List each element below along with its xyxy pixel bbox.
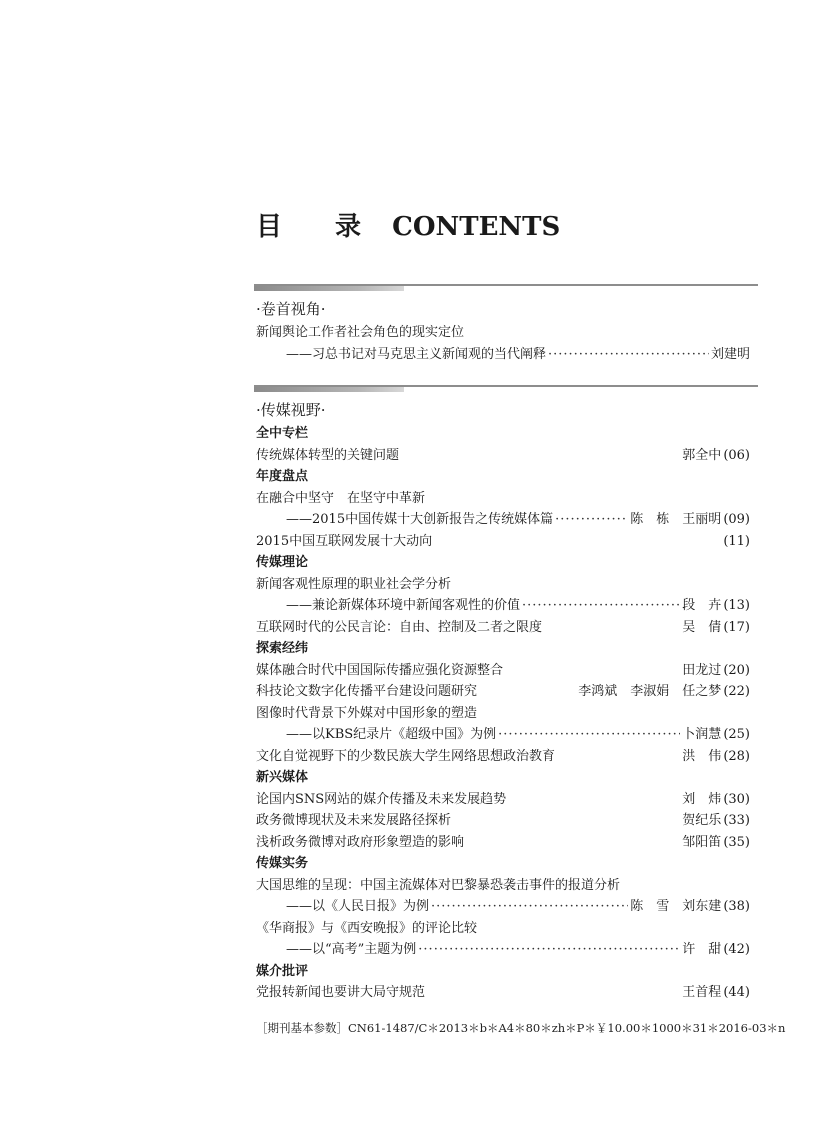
page-number: (22) (723, 684, 750, 699)
leader-dots (418, 939, 680, 961)
toc-entry[interactable] (256, 531, 750, 553)
section-editorial (256, 296, 750, 365)
article-title: 党报转新闻也要讲大局守规范 (256, 985, 426, 1000)
page-number: (17) (723, 619, 750, 635)
article-subtitle-row[interactable] (256, 509, 750, 531)
leader-dots (548, 344, 709, 366)
section-heading: ·卷首视角· (256, 300, 326, 318)
article-subtitle: ——2015中国传媒十大创新报告之传统媒体篇 (286, 512, 554, 527)
article-author: 卜润慧 (682, 727, 722, 742)
article-title: 论国内SNS网站的媒介传播及未来发展趋势 (256, 791, 507, 807)
toc-list (256, 423, 750, 1004)
article-author: 陈 雪 刘东建 (630, 899, 722, 914)
page-number: (09) (723, 512, 750, 527)
article-title[interactable]: 图像时代背景下外媒对中国形象的塑造 (256, 705, 478, 721)
page-number: (13) (723, 598, 750, 613)
article-author: 刘建明 (710, 346, 750, 362)
toc-entry[interactable] (256, 660, 750, 682)
page-number: (20) (723, 662, 750, 678)
contents-title (256, 206, 560, 243)
toc-entry[interactable] (256, 810, 750, 832)
article-author: 洪 伟 (682, 748, 722, 764)
article-title: 政务微博现状及未来发展路径探析 (256, 813, 452, 828)
category-heading: 年度盘点 (256, 469, 309, 484)
section-heading: ·传媒视野· (256, 401, 326, 419)
article-author: 贺纪乐 (682, 813, 722, 828)
article-title: 科技论文数字化传播平台建设问题研究 (256, 684, 478, 699)
article-subtitle: ——以“高考”主题为例 (286, 942, 417, 957)
category-heading: 媒介批评 (256, 963, 309, 979)
article-author: 李鸿斌 李淑娟 任之梦 (578, 684, 722, 699)
article-subtitle: ——以《人民日报》为例 (286, 899, 430, 914)
page-number: (06) (723, 447, 750, 463)
article-author: 王首程 (682, 985, 722, 1000)
page-number: (11) (723, 533, 750, 549)
section-divider-2 (254, 385, 758, 392)
section-media (256, 397, 750, 1004)
page-number: (38) (723, 899, 750, 914)
toc-entry[interactable] (256, 982, 750, 1004)
journal-parameters: ［期刊基本参数］CN61-1487/C＊2013＊b＊A4＊80＊zh＊P＊￥10.00＊1000＊31＊2016-03＊n (256, 1021, 786, 1035)
article-author: 段 卉 (682, 598, 722, 613)
toc-entry[interactable] (256, 681, 750, 703)
page-number: (35) (723, 834, 750, 850)
article-title[interactable]: 新闻舆论工作者社会角色的现实定位 (256, 325, 465, 340)
article-author: 许 甜 (682, 942, 722, 957)
article-author: 吴 倩 (682, 619, 722, 635)
article-author: 邹阳笛 (682, 834, 722, 850)
page-number: (44) (723, 985, 750, 1000)
article-title: 浅析政务微博对政府形象塑造的影响 (256, 834, 465, 850)
article-title[interactable]: 大国思维的呈现：中国主流媒体对巴黎暴恐袭击事件的报道分析 (256, 877, 621, 893)
article-subtitle-row[interactable] (256, 595, 750, 617)
contents-title-cn: 目 录 (256, 212, 384, 242)
toc-entry[interactable] (256, 832, 750, 854)
contents-title-en: CONTENTS (392, 212, 561, 242)
article-title[interactable]: 《华商报》与《西安晚报》的评论比较 (256, 920, 478, 936)
article-title[interactable]: 新闻客观性原理的职业社会学分析 (256, 576, 452, 592)
article-title: 互联网时代的公民言论：自由、控制及二者之限度 (256, 619, 543, 635)
article-title: 2015中国互联网发展十大动向 (256, 533, 433, 549)
leader-dots (522, 595, 680, 617)
article-author: 陈 栋 王丽明 (630, 512, 722, 527)
toc-entry[interactable] (256, 445, 750, 467)
article-subtitle-row[interactable] (256, 939, 750, 961)
article-subtitle-row[interactable] (256, 344, 750, 366)
article-author: 郭全中 (682, 447, 722, 463)
category-heading: 全中专栏 (256, 426, 309, 441)
article-subtitle-row[interactable] (256, 724, 750, 746)
toc-entry[interactable] (256, 789, 750, 811)
page-number: (25) (723, 727, 750, 742)
page-number: (30) (723, 791, 750, 807)
category-heading: 探索经纬 (256, 641, 309, 656)
article-title: 媒体融合时代中国国际传播应强化资源整合 (256, 662, 504, 678)
page-number: (42) (723, 942, 750, 957)
page-number: (33) (723, 813, 750, 828)
category-heading: 传媒实务 (256, 856, 309, 871)
page-number: (28) (723, 748, 750, 764)
article-author: 刘 炜 (682, 791, 722, 807)
article-title: 文化自觉视野下的少数民族大学生网络思想政治教育 (256, 748, 556, 764)
article-author: 田龙过 (682, 662, 722, 678)
article-title[interactable]: 在融合中坚守 在坚守中革新 (256, 490, 426, 506)
article-subtitle: ——以KBS纪录片《超级中国》为例 (286, 727, 497, 742)
leader-dots (431, 896, 628, 918)
article-subtitle: ——兼论新媒体环境中新闻客观性的价值 (286, 598, 521, 613)
category-heading: 传媒理论 (256, 555, 309, 570)
category-heading: 新兴媒体 (256, 770, 309, 785)
article-subtitle: ——习总书记对马克思主义新闻观的当代阐释 (286, 346, 547, 362)
toc-entry[interactable] (256, 746, 750, 768)
section-divider-1 (254, 284, 758, 291)
article-subtitle-row[interactable] (256, 896, 750, 918)
leader-dots (498, 724, 680, 746)
article-title: 传统媒体转型的关键问题 (256, 447, 400, 463)
leader-dots (555, 509, 628, 531)
toc-entry[interactable] (256, 617, 750, 639)
